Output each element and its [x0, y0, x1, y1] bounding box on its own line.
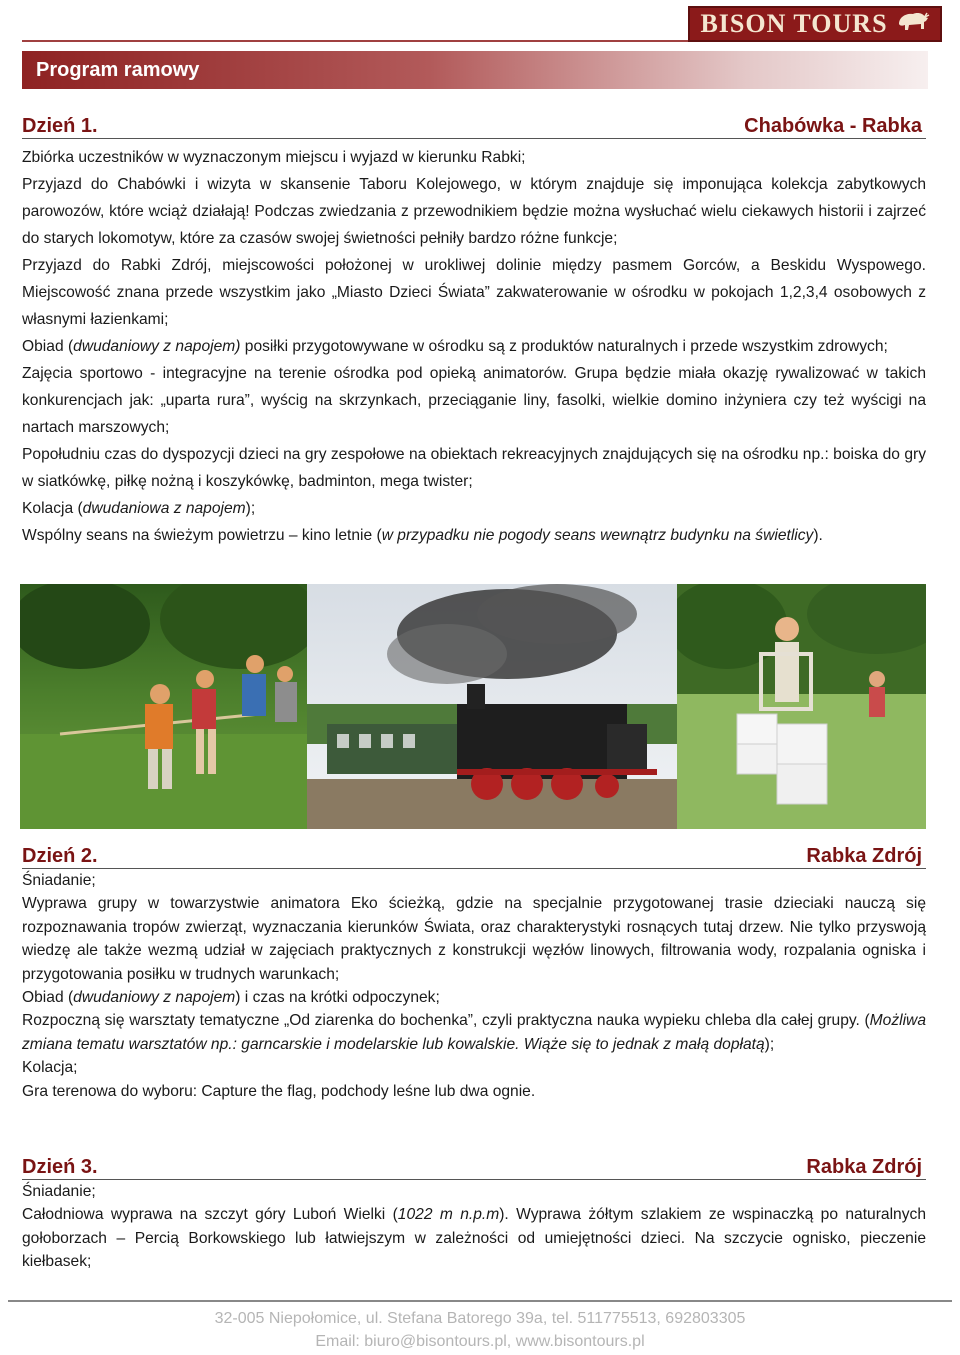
day-1-heading: [22, 112, 926, 139]
day-3-heading: [22, 1153, 926, 1180]
day-2-paragraph: Gra terenowa do wyboru: Capture the flag, podchody leśne lub dwa ognie.: [22, 1082, 536, 1100]
day-1-paragraph: Obiad (dwudaniowy z napojem) posiłki przygotowywane w ośrodku są z produktów naturalnych i przede wszystkim zdrowych;: [22, 338, 888, 355]
day-1-place: Chabówka - Rabka: [744, 115, 922, 137]
bison-icon: [896, 9, 930, 39]
day-2-paragraph: Kolacja;: [22, 1059, 78, 1077]
bison-tours-logo: [688, 6, 942, 42]
logo-text: BISON TOURS: [700, 9, 888, 38]
day-2-heading: [22, 842, 926, 869]
day-2-paragraph: Rozpoczną się warsztaty tematyczne „Od ziarenka do bochenka”, czyli praktyczna nauka wypieku chleba dla całej grupy. (Możliwa zmiana tematu warsztatów np.: garncarskie i modelarskie lub kowalskie. Wiąże się to jednak z małą dopłatą);: [22, 1012, 926, 1053]
day-1-paragraph: Wspólny seans na świeżym powietrzu – kino letnie (w przypadku nie pogody seans wewnątrz budynku na świetlicy).: [22, 527, 823, 544]
footer-divider: [8, 1300, 952, 1302]
day-2-description: [22, 869, 926, 1103]
day-1-paragraph: Zajęcia sportowo - integracyjne na terenie ośrodka pod opieką animatorów. Grupa będzie miała okazję rywalizować w takich konkurencjach jak: „uparta rura”, wyścig na skrzynkach, przeciąganie liny, fasolki, wielkie domino inżyniera czy też wyścigi na nartach marszowych;: [22, 365, 926, 436]
tug-of-war-photo: [20, 584, 307, 829]
day-2-label: Dzień 2.: [22, 845, 98, 867]
day-2-paragraph: Śniadanie;: [22, 872, 96, 889]
footer-address: 32-005 Niepołomice, ul. Stefana Batorego 39a, tel. 511775513, 692803305: [214, 1310, 746, 1327]
crate-stacking-photo: [677, 584, 926, 829]
day-1-paragraph: Zbiórka uczestników w wyznaczonym miejscu i wyjazd w kierunku Rabki;: [22, 149, 526, 166]
day-1-description: [22, 144, 926, 549]
day-3-paragraph: Śniadanie;: [22, 1183, 96, 1200]
day-3-label: Dzień 3.: [22, 1156, 98, 1178]
day-1-paragraph: Przyjazd do Chabówki i wizyta w skansenie Taboru Kolejowego, w którym znajduje się imponująca kolekcja zabytkowych parowozów, które wciąż działają! Podczas zwiedzania z przewodnikiem będzie można wysłuchać wielu ciekawych historii i zajrzeć do starych lokomotyw, które za czasów swojej świetności pełniły bardzo różne funkcje;: [22, 176, 926, 247]
day-1-paragraph: Kolacja (dwudaniowa z napojem);: [22, 500, 256, 517]
day-2-paragraph: Obiad (dwudaniowy z napojem) i czas na krótki odpoczynek;: [22, 989, 440, 1007]
steam-locomotive-photo: [307, 584, 677, 829]
photo-strip: [20, 584, 926, 829]
day-3-place: Rabka Zdrój: [806, 1156, 922, 1178]
day-1-paragraph: Przyjazd do Rabki Zdrój, miejscowości położonej w urokliwej dolinie między pasmem Gorców, a Beskidu Wyspowego. Miejscowość znana przede wszystkim jako „Miasto Dzieci Świata” zakwaterowanie w ośrodku w pokojach 1,2,3,4 osobowych z własnymi łazienkami;: [22, 257, 926, 328]
day-3-description: [22, 1180, 926, 1274]
day-2-place: Rabka Zdrój: [806, 845, 922, 867]
day-3-paragraph: Całodniowa wyprawa na szczyt góry Luboń Wielki (1022 m n.p.m). Wyprawa żółtym szlakiem ze wspinaczką po naturalnych gołoborzach – Percią Borkowskiego lub łatwiejszym w zależności od umiejętności dzieci. Na szczycie ognisko, pieczenie kiełbasek;: [22, 1206, 926, 1271]
day-1-paragraph: Popołudniu czas do dyspozycji dzieci na gry zespołowe na obiektach rekreacyjnych znajdujących się na ośrodku np.: boiska do gry w siatkówkę, piłkę nożną i koszykówkę, badminton, mega twister;: [22, 446, 926, 490]
day-2-paragraph: Wyprawa grupy w towarzystwie animatora Eko ścieżką, gdzie na specjalnie przygotowanej trasie dzieciaki nauczą się rozpoznawania tropów zwierząt, wyznaczania kierunków Świata, oraz charakterystyki rosnących tutaj drzew. Nie tylko przyswoją wiedzę ale także wezmą udział w zajęciach praktycznych z konstrukcji węzłów linowych, filtrowania wody, rozpalania ogniska i przygotowania posiłku w trudnych warunkach;: [22, 895, 926, 983]
header-divider: [22, 40, 688, 42]
day-1-label: Dzień 1.: [22, 115, 98, 137]
program-title-bar: [22, 51, 928, 89]
footer-contact: Email: biuro@bisontours.pl, www.bisontours.pl: [315, 1333, 645, 1350]
program-title: Program ramowy: [36, 58, 200, 81]
